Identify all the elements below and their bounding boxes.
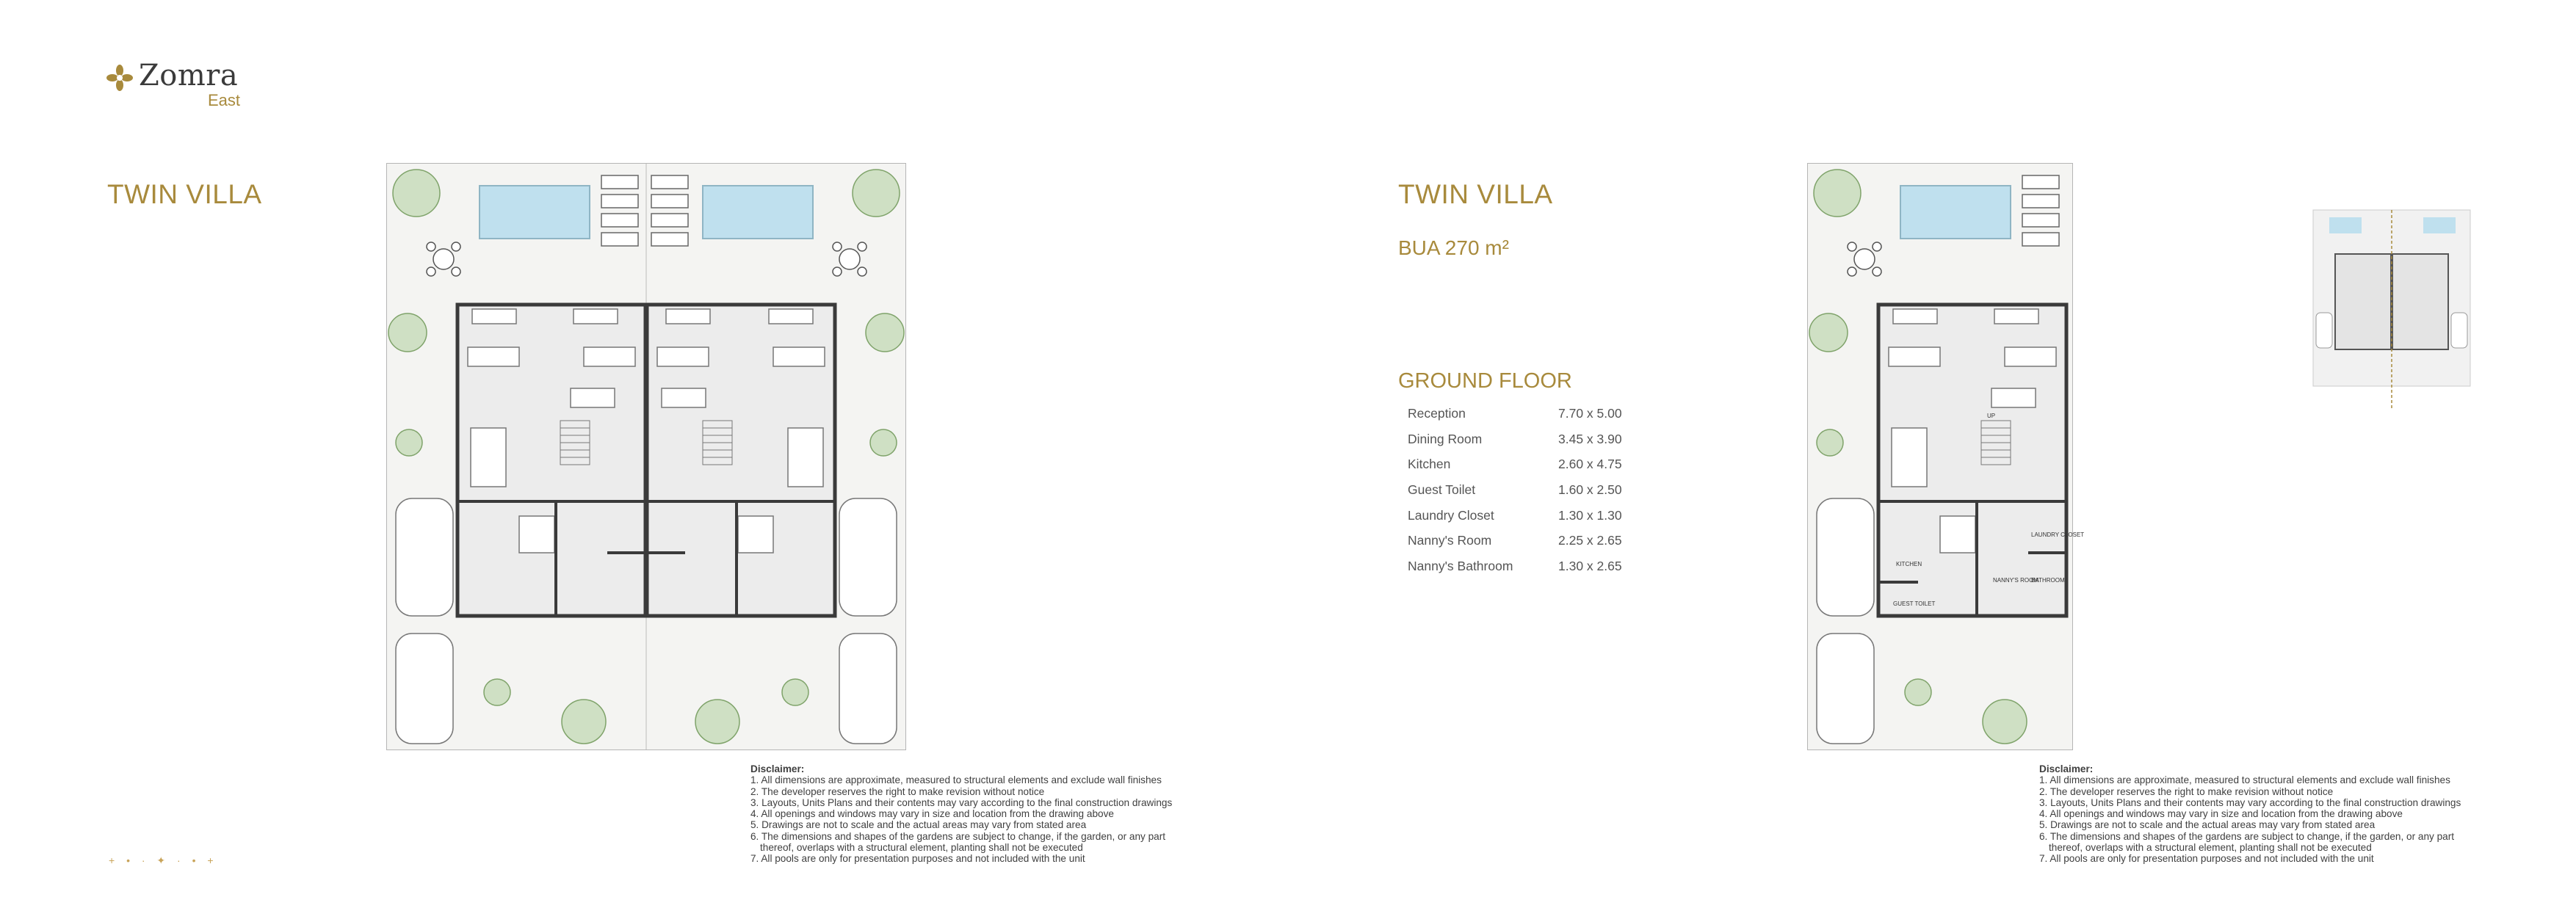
room-row [1408,482,1628,508]
brand-sub: East [208,91,241,109]
room-name: Nanny's Room [1408,533,1492,548]
disclaimer-heading: Disclaimer: [2039,763,2094,774]
disclaimer-line: 3. Layouts, Units Plans and their contents may vary according to the final construction drawings [2039,796,2461,808]
disclaimer-line: 4. All openings and windows may vary in size and location from the drawing above [750,808,1114,820]
room-name: Reception [1408,406,1466,421]
key-plan-thumbnail [2313,210,2470,408]
disclaimer-line: 6. The dimensions and shapes of the gardens are subject to change, if the garden, or any part [750,830,1166,842]
room-row [1408,457,1628,482]
twin-villa-site-plan [386,163,906,750]
disclaimer-left [750,763,1220,865]
disclaimer-line: 2. The developer reserves the right to make revision without notice [750,785,1045,797]
disclaimer-line: 6. The dimensions and shapes of the gardens are subject to change, if the garden, or any part [2039,830,2455,842]
disclaimer-line: 1. All dimensions are approximate, measured to structural elements and exclude wall finishes [2039,774,2450,786]
brand-name: Zomra [139,59,239,92]
disclaimer-line: thereof, overlaps with a structural element, planting shall not be executed [760,842,1083,854]
disclaimer-line: 4. All openings and windows may vary in size and location from the drawing above [2039,808,2403,820]
room-list [1408,406,1628,584]
room-dim: 1.30 x 1.30 [1558,507,1622,523]
room-name: Dining Room [1408,431,1483,446]
plan-label-guest-toilet: GUEST TOILET [1893,600,1936,607]
plan-label-kitchen: KITCHEN [1896,561,1922,567]
left-title: TWIN VILLA [107,179,262,209]
plan-label-up: UP [1987,413,1996,419]
floor-title: GROUND FLOOR [1398,369,1572,393]
room-dim: 7.70 x 5.00 [1558,406,1622,421]
brand-logo [106,60,297,119]
room-dim: 2.60 x 4.75 [1558,457,1622,472]
disclaimer-line: thereof, overlaps with a structural element, planting shall not be executed [2049,842,2372,854]
room-row [1408,406,1628,432]
room-dim: 3.45 x 3.90 [1558,431,1622,446]
room-name: Laundry Closet [1408,507,1494,523]
room-dim: 1.60 x 2.50 [1558,482,1622,498]
disclaimer-right [2039,763,2509,865]
disclaimer-line: 7. All pools are only for presentation purposes and not included with the unit [2039,853,2374,865]
disclaimer-line: 2. The developer reserves the right to make revision without notice [2039,785,2334,797]
room-row [1408,432,1628,457]
room-name: Kitchen [1408,457,1451,472]
disclaimer-line: 3. Layouts, Units Plans and their contents may vary according to the final construction drawings [750,796,1173,808]
disclaimer-line: 1. All dimensions are approximate, measured to structural elements and exclude wall finishes [750,774,1162,786]
right-title: TWIN VILLA [1398,179,1553,209]
room-dim: 1.30 x 2.65 [1558,559,1622,574]
plan-label-nanny-room: NANNY'S ROOM [1993,577,2038,584]
room-dim: 2.25 x 2.65 [1558,533,1622,548]
plan-label-bathroom: BATHROOM [2031,577,2065,584]
plan-label-laundry: LAUNDRY CLOSET [2031,531,2085,538]
room-name: Guest Toilet [1408,482,1476,498]
disclaimer-heading: Disclaimer: [750,763,805,774]
decorative-dots: + • · ✦ · • + [109,854,218,866]
room-name: Nanny's Bathroom [1408,559,1513,574]
disclaimer-line: 5. Drawings are not to scale and the actual areas may vary from stated area [2039,819,2376,831]
room-row [1408,508,1628,534]
flower-logo-icon [106,65,133,91]
disclaimer-line: 7. All pools are only for presentation purposes and not included with the unit [750,853,1085,865]
room-row [1408,533,1628,559]
bua-label: BUA 270 m² [1398,236,1509,259]
room-row [1408,559,1628,584]
disclaimer-line: 5. Drawings are not to scale and the actual areas may vary from stated area [750,819,1087,831]
single-villa-ground-floor-plan [1807,163,2085,750]
